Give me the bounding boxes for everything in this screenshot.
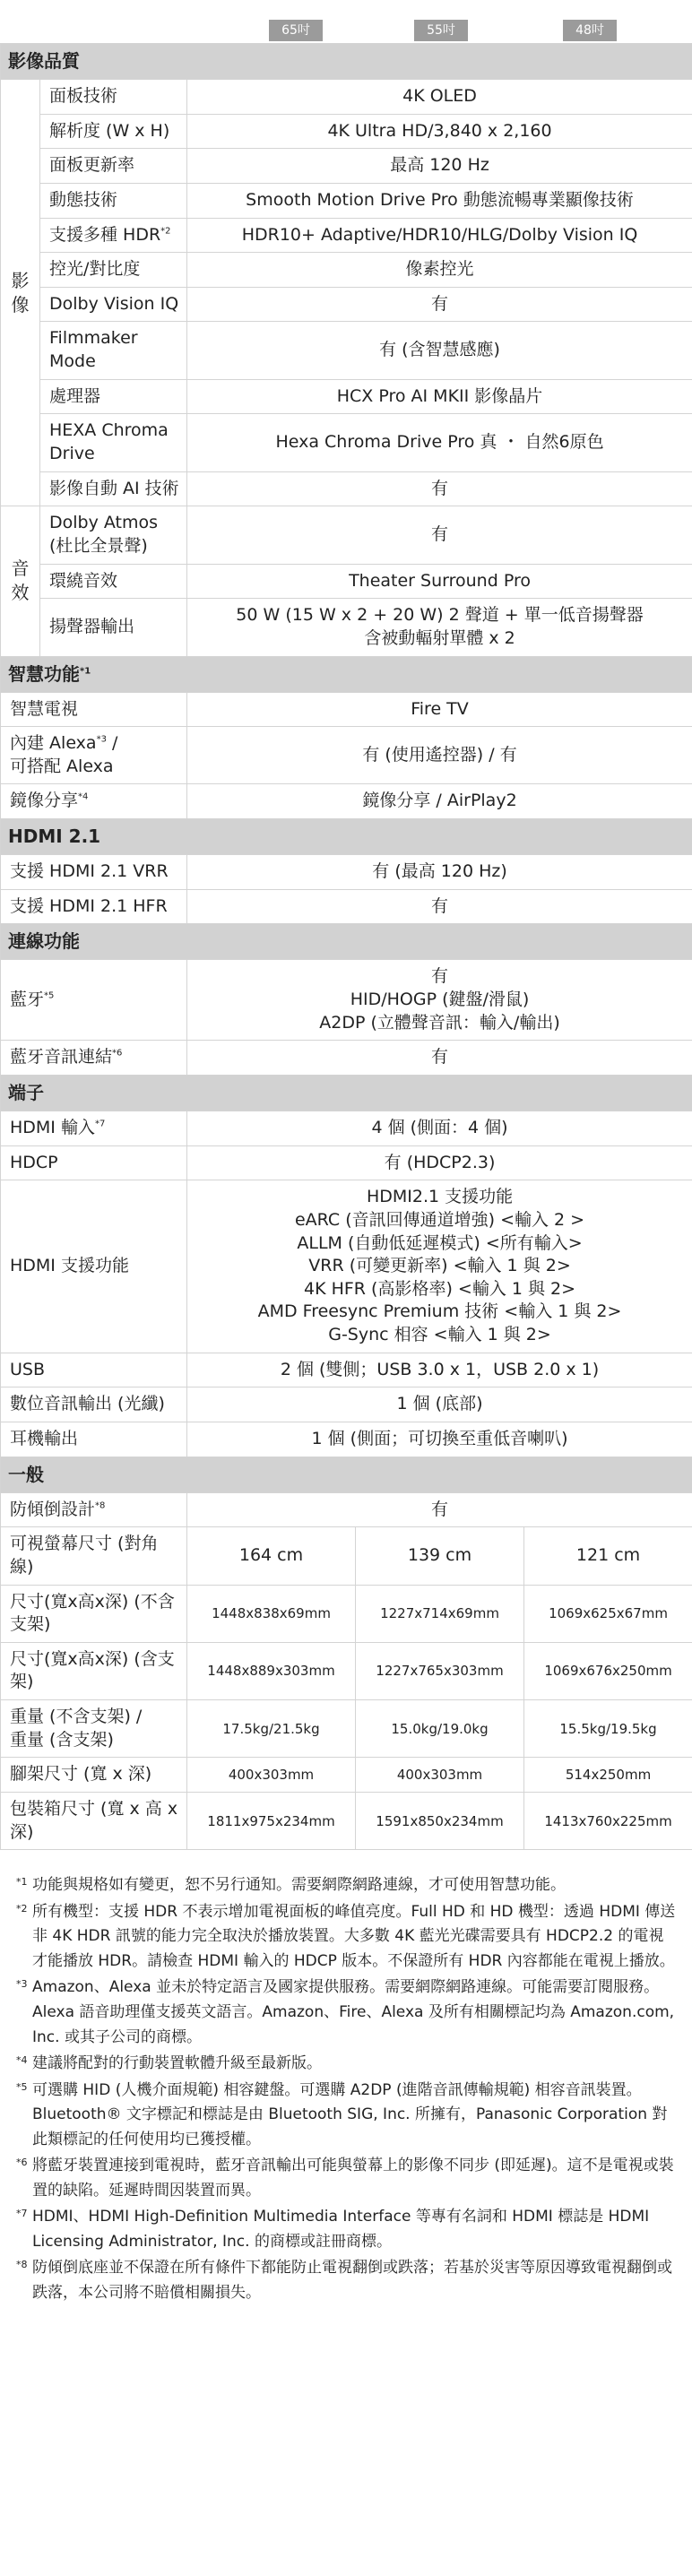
size-tab-48[interactable]: 48吋 [563, 20, 617, 41]
row-label [40, 471, 187, 506]
row-value: 有 [187, 1041, 692, 1076]
row-value: 有 (使用遙控器) / 有 [187, 727, 692, 784]
footnote-ref[interactable]: *2 [160, 226, 171, 237]
row-label-text: 環繞音效 [49, 570, 118, 591]
row-value: Hexa Chroma Drive Pro 真 ・ 自然6原色 [187, 414, 692, 471]
row-label-text: 控光/對比度 [49, 259, 141, 280]
spec-row [1, 471, 692, 506]
section-title [1, 44, 692, 80]
row-label [1, 1492, 187, 1527]
spec-row [1, 1353, 692, 1387]
spec-row-multi [1, 1793, 692, 1850]
size-value-v55: 400x303mm [356, 1758, 524, 1793]
row-label-text: 動態技術 [49, 189, 118, 210]
row-label [40, 183, 187, 218]
spec-row [1, 183, 692, 218]
section-title [1, 1075, 692, 1111]
footnote-item [16, 1873, 676, 1898]
row-label-text: 重量 (不含支架) / 重量 (含支架) [10, 1707, 143, 1750]
row-label [1, 1700, 187, 1758]
row-value: Fire TV [187, 692, 692, 727]
spec-row [1, 1492, 692, 1527]
row-value: 有 (HDCP2.3) [187, 1145, 692, 1180]
row-label [1, 1145, 187, 1180]
size-value-v48: 121 cm [524, 1527, 692, 1585]
row-value: 有 [187, 1492, 692, 1527]
spec-row [1, 692, 692, 727]
row-value: 1 個 (側面；可切換至重低音喇叭) [187, 1422, 692, 1457]
footnote-mark: *3 [16, 1978, 28, 1991]
row-label [40, 379, 187, 414]
row-label [40, 287, 187, 322]
size-value-v48: 15.5kg/19.5kg [524, 1700, 692, 1758]
row-value: 有 HID/HOGP (鍵盤/滑鼠) A2DP (立體聲音訊：輸入/輸出) [187, 960, 692, 1041]
section-title [1, 819, 692, 855]
footnote-ref[interactable]: *1 [80, 665, 91, 676]
row-label-text: 包裝箱尺寸 (寬 x 高 x 深) [10, 1799, 178, 1842]
spec-row [1, 114, 692, 149]
row-label-text: Filmmaker Mode [49, 328, 138, 372]
section-title-text: 端子 [8, 1081, 44, 1103]
spec-row [1, 1145, 692, 1180]
spec-row [1, 1180, 692, 1353]
size-value-v55: 139 cm [356, 1527, 524, 1585]
row-label-text: HDMI 支援功能 [10, 1256, 129, 1276]
row-label [40, 414, 187, 471]
row-value: 4K Ultra HD/3,840 x 2,160 [187, 114, 692, 149]
row-value: 有 [187, 287, 692, 322]
spec-row [1, 1111, 692, 1145]
row-label [1, 1111, 187, 1145]
section-picture [1, 44, 692, 80]
row-label-text: 數位音訊輸出 (光纖) [10, 1394, 165, 1414]
row-value: HCX Pro AI MKII 影像晶片 [187, 379, 692, 414]
row-value: 2 個 (雙側；USB 3.0 x 1，USB 2.0 x 1) [187, 1353, 692, 1387]
size-tabs [0, 0, 692, 43]
footnote-mark: *7 [16, 2208, 28, 2220]
spec-row [1, 287, 692, 322]
row-label [40, 322, 187, 379]
spec-row [1, 80, 692, 115]
footnote-mark: *1 [16, 1876, 28, 1889]
row-label-text: 腳架尺寸 (寬 x 深) [10, 1764, 152, 1785]
size-value-v55: 15.0kg/19.0kg [356, 1700, 524, 1758]
footnote-item [16, 1975, 676, 2050]
row-label [1, 1527, 187, 1585]
footnote-mark: *6 [16, 2157, 28, 2169]
spec-row [1, 218, 692, 253]
row-label [1, 1180, 187, 1353]
size-value-v48: 1413x760x225mm [524, 1793, 692, 1850]
row-value: 像素控光 [187, 253, 692, 288]
row-label [1, 692, 187, 727]
row-value: 1 個 (底部) [187, 1387, 692, 1422]
row-value: 最高 120 Hz [187, 149, 692, 184]
spec-row [1, 960, 692, 1041]
row-label [1, 784, 187, 819]
section-title-text: 一般 [8, 1463, 44, 1485]
row-label [1, 1353, 187, 1387]
row-label-text: 藍牙 [10, 990, 45, 1010]
section-title [1, 1457, 692, 1492]
size-value-v65: 164 cm [187, 1527, 356, 1585]
group-label: 影 像 [1, 80, 40, 506]
footnote-text: 將藍牙裝置連接到電視時，藍牙音訊輸出可能與螢幕上的影像不同步 (即延遲)。這不是電視或裝置的缺陷。延遲時間因裝置而異。 [32, 2157, 674, 2200]
spec-row [1, 1041, 692, 1076]
row-value: HDMI2.1 支援功能 eARC (音訊回傳通道增強) <輸入 2 > ALLM (自動低延遲模式) <所有輸入> VRR (可變更新率) <輸入 1 與 2> 4K HFR (高影格率) <輸入 1 與 2> AMD Freesync Premium 技術 <輸入 1 與 2> G-Sync 相容 <輸入 1 與 2> [187, 1180, 692, 1353]
row-label [40, 80, 187, 115]
section-hdmi21 [1, 819, 692, 855]
size-value-v65: 1811x975x234mm [187, 1793, 356, 1850]
spec-row [1, 784, 692, 819]
footnote-mark: *4 [16, 2054, 28, 2067]
footnote-mark: *5 [16, 2080, 28, 2093]
row-value: 4 個 (側面：4 個) [187, 1111, 692, 1145]
spec-row-multi [1, 1585, 692, 1642]
row-label-text: 支援多種 HDR [49, 224, 161, 245]
row-label [1, 960, 187, 1041]
row-value: 有 [187, 471, 692, 506]
size-value-v55: 1227x765x303mm [356, 1642, 524, 1699]
spec-row-multi [1, 1527, 692, 1585]
footnotes [0, 1850, 692, 2329]
footnote-ref[interactable]: *7 [94, 1119, 106, 1129]
row-value: Theater Surround Pro [187, 564, 692, 599]
size-value-v65: 1448x889x303mm [187, 1642, 356, 1699]
row-value: 有 (含智慧感應) [187, 322, 692, 379]
size-value-v65: 400x303mm [187, 1758, 356, 1793]
row-label [40, 114, 187, 149]
row-label [1, 1387, 187, 1422]
row-label [40, 253, 187, 288]
section-ports [1, 1075, 692, 1111]
size-value-v48: 1069x676x250mm [524, 1642, 692, 1699]
row-label [1, 1642, 187, 1699]
row-label [1, 1585, 187, 1642]
section-title-text: 智慧功能 [8, 662, 80, 685]
row-label-text: 揚聲器輸出 [49, 617, 135, 637]
spec-row-multi [1, 1758, 692, 1793]
size-value-v48: 1069x625x67mm [524, 1585, 692, 1642]
row-label-text: HDMI 輸入 [10, 1117, 95, 1137]
row-label [1, 1793, 187, 1850]
row-value: HDR10+ Adaptive/HDR10/HLG/Dolby Vision IQ [187, 218, 692, 253]
spec-row [1, 855, 692, 890]
row-label-text: 藍牙音訊連結 [10, 1047, 113, 1068]
footnote-text: 所有機型：支援 HDR 不表示增加電視面板的峰值亮度。Full HD 和 HD 機型：透過 HDMI 傳送非 4K HDR 訊號的能力完全取決於播放裝置。大多數 4K 藍光光碟需要具有 HDCP2.2 的電視才能播放 HDR。請檢查 HDMI 輸入的 HDCP 版本。不保證所有 HDR 內容都能在電視上播放。 [32, 1902, 676, 1970]
group-label: 音 效 [1, 506, 40, 656]
row-label-text: HDCP [10, 1152, 58, 1172]
row-label [40, 599, 187, 656]
footnote-mark: *2 [16, 1902, 28, 1915]
row-label-text-2: / 可搭配 Alexa [10, 733, 118, 776]
row-value: 50 W (15 W x 2 + 20 W) 2 聲道 + 單一低音揚聲器 含被動輻射單體 x 2 [187, 599, 692, 656]
row-label [40, 218, 187, 253]
section-general [1, 1457, 692, 1492]
footnote-text: 防傾倒底座並不保證在所有條件下都能防止電視翻倒或跌落；若基於災害等原因導致電視翻倒或跌落，本公司將不賠償相關損失。 [32, 2259, 672, 2302]
spec-row [1, 1387, 692, 1422]
row-label-text: Dolby Atmos (杜比全景聲) [49, 513, 159, 556]
footnote-text: 功能與規格如有變更，恕不另行通知。需要網際網路連線，才可使用智慧功能。 [32, 1876, 566, 1895]
spec-row [1, 727, 692, 784]
footnote-text: HDMI、HDMI High-Definition Multimedia Interface 等專有名詞和 HDMI 標誌是 HDMI Licensing Administrator, Inc. 的商標或註冊商標。 [32, 2208, 650, 2251]
spec-table [0, 43, 692, 1850]
spec-row [1, 379, 692, 414]
size-tab-65[interactable]: 65吋 [269, 20, 323, 41]
row-label [40, 506, 187, 564]
spec-row-multi [1, 1642, 692, 1699]
footnote-item [16, 2256, 676, 2305]
row-label-text: 尺寸(寬x高x深) (不含支架) [10, 1591, 175, 1635]
row-label [1, 889, 187, 924]
size-value-v55: 1227x714x69mm [356, 1585, 524, 1642]
section-title-text: 連線功能 [8, 930, 80, 953]
size-value-v65: 17.5kg/21.5kg [187, 1700, 356, 1758]
footnote-ref[interactable]: *6 [112, 1048, 123, 1059]
spec-row [1, 149, 692, 184]
section-title [1, 924, 692, 960]
row-label-text: 面板更新率 [49, 155, 135, 176]
row-label-text: HEXA Chroma Drive [49, 420, 169, 464]
row-label [1, 855, 187, 890]
row-label-text: USB [10, 1359, 46, 1379]
row-value: 有 (最高 120 Hz) [187, 855, 692, 890]
footnote-ref[interactable]: *4 [78, 792, 89, 803]
spec-row [1, 506, 692, 564]
spec-row [1, 414, 692, 471]
section-connect [1, 924, 692, 960]
size-value-v48: 514x250mm [524, 1758, 692, 1793]
footnote-item [16, 2205, 676, 2254]
row-label [1, 1758, 187, 1793]
row-label-text: 內建 Alexa [10, 733, 97, 754]
row-label-text: 防傾倒設計 [10, 1499, 96, 1519]
row-label-text: 智慧電視 [10, 698, 79, 719]
row-value: 有 [187, 506, 692, 564]
footnote-item [16, 2154, 676, 2203]
row-label-text: 支援 HDMI 2.1 VRR [10, 861, 169, 882]
footnote-item [16, 2052, 676, 2077]
footnote-item [16, 2079, 676, 2153]
row-label-text: 影像自動 AI 技術 [49, 478, 179, 498]
row-label-text: Dolby Vision IQ [49, 293, 179, 314]
row-label-text: 解析度 (W x H) [49, 120, 170, 141]
spec-row-multi [1, 1700, 692, 1758]
footnote-text: 建議將配對的行動裝置軟體升級至最新版。 [32, 2054, 322, 2073]
row-label [1, 727, 187, 784]
spec-row [1, 1422, 692, 1457]
row-label-text: 處理器 [49, 385, 101, 406]
row-label [1, 1422, 187, 1457]
footnote-ref[interactable]: *8 [95, 1500, 106, 1511]
row-value: 有 [187, 889, 692, 924]
size-tab-55[interactable]: 55吋 [414, 20, 468, 41]
footnote-mark: *8 [16, 2259, 28, 2271]
row-value: 鏡像分享 / AirPlay2 [187, 784, 692, 819]
footnote-item [16, 1900, 676, 1975]
footnote-ref[interactable]: *3 [96, 734, 107, 745]
size-value-v65: 1448x838x69mm [187, 1585, 356, 1642]
section-smart [1, 656, 692, 692]
row-label-text: 支援 HDMI 2.1 HFR [10, 895, 168, 916]
row-label [40, 564, 187, 599]
footnote-text: 可選購 HID (人機介面規範) 相容鍵盤。可選購 A2DP (進階音訊傳輸規範) 相容音訊裝置。Bluetooth® 文字標記和標誌是由 Bluetooth SIG, Inc. 所擁有，Panasonic Corporation 對此類標記的任何使用均已獲授權。 [32, 2080, 668, 2148]
row-label-text: 尺寸(寬x高x深) (含支架) [10, 1648, 175, 1692]
spec-row [1, 253, 692, 288]
section-title [1, 656, 692, 692]
row-label-text: 面板技術 [49, 86, 118, 106]
spec-row [1, 564, 692, 599]
spec-row [1, 322, 692, 379]
row-label-text: 耳機輸出 [10, 1428, 79, 1448]
section-title-text: 影像品質 [8, 50, 80, 72]
spec-row [1, 599, 692, 656]
row-label [40, 149, 187, 184]
row-label-text: 鏡像分享 [10, 791, 79, 811]
row-label-text: 可視螢幕尺寸 (對角線) [10, 1534, 159, 1577]
row-value: Smooth Motion Drive Pro 動態流暢專業顯像技術 [187, 183, 692, 218]
footnote-text: Amazon、Alexa 並未於特定語言及國家提供服務。需要網際網路連線。可能需要訂閱服務。Alexa 語音助理僅支援英文語言。Amazon、Fire、Alexa 及所有相關標記均為 Amazon.com, Inc. 或其子公司的商標。 [32, 1978, 675, 2046]
section-title-text: HDMI 2.1 [8, 826, 101, 848]
footnote-ref[interactable]: *5 [44, 990, 55, 1001]
row-value: 4K OLED [187, 80, 692, 115]
size-value-v55: 1591x850x234mm [356, 1793, 524, 1850]
spec-row [1, 889, 692, 924]
row-label [1, 1041, 187, 1076]
